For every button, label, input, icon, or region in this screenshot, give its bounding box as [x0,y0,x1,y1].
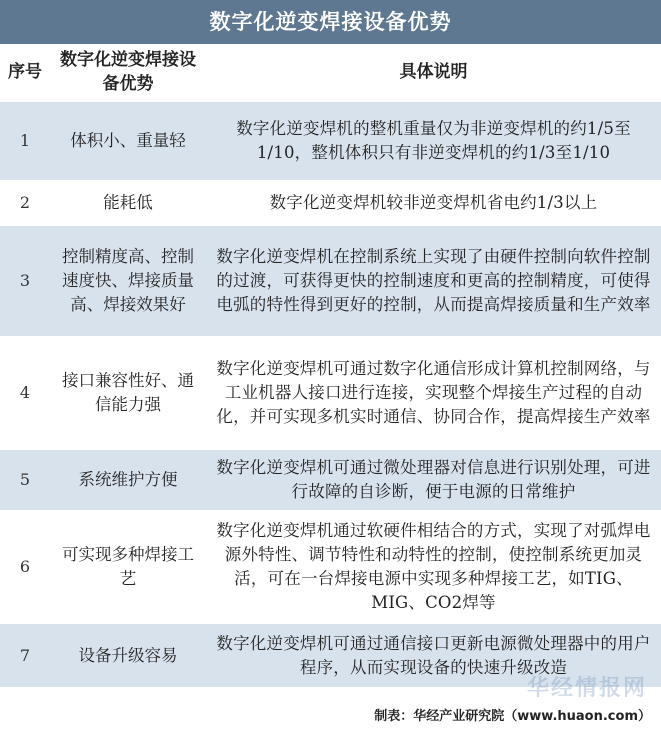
advantages-table [0,44,661,687]
source-note: 制表：华经产业研究院（www.huaon.com） [374,709,651,724]
row-description: 数字化逆变焊机在控制系统上实现了由硬件控制向软件控制的过渡，可获得更快的控制速度和更高的控制精度，可使得电弧的特性得到更好的控制，从而提高焊接质量和生产效率 [206,225,661,337]
row-advantage: 控制精度高、控制速度快、焊接质量高、焊接效果好 [50,225,206,337]
row-advantage: 接口兼容性好、通信能力强 [50,337,206,449]
table-row [0,225,661,337]
header-row [0,44,661,101]
row-advantage: 体积小、重量轻 [50,101,206,181]
row-description: 数字化逆变焊机可通过数字化通信形成计算机控制网络，与工业机器人接口进行连接，实现整个焊接生产过程的自动化，并可实现多机实时通信、协同合作，提高焊接生产效率 [206,337,661,449]
row-advantage: 能耗低 [50,181,206,225]
watermark: 华经情报网 [526,676,647,701]
table-row [0,511,661,623]
row-description: 数字化逆变焊机较非逆变焊机省电约1/3以上 [206,181,661,225]
table-title: 数字化逆变焊接设备优势 [0,0,661,44]
row-no: 7 [0,623,50,687]
header-no: 序号 [0,44,50,101]
row-no: 5 [0,449,50,511]
row-no: 4 [0,337,50,449]
row-advantage: 系统维护方便 [50,449,206,511]
row-no: 2 [0,181,50,225]
row-advantage: 设备升级容易 [50,623,206,687]
table-row [0,101,661,181]
row-description: 数字化逆变焊机可通过通信接口更新电源微处理器中的用户程序，从而实现设备的快速升级改造 [206,623,661,687]
table-row [0,449,661,511]
header-advantage: 数字化逆变焊接设备优势 [50,44,206,101]
row-description: 数字化逆变焊机可通过微处理器对信息进行识别处理，可进行故障的自诊断，便于电源的日常维护 [206,449,661,511]
row-no: 1 [0,101,50,181]
table-row [0,337,661,449]
row-description: 数字化逆变焊机通过软硬件相结合的方式，实现了对弧焊电源外特性、调节特性和动特性的控制，使控制系统更加灵活，可在一台焊接电源中实现多种焊接工艺，如TIG、MIG、CO2焊等 [206,511,661,623]
table-row [0,181,661,225]
row-description: 数字化逆变焊机的整机重量仅为非逆变焊机的约1/5至1/10，整机体积只有非逆变焊机的约1/3至1/10 [206,101,661,181]
row-no: 3 [0,225,50,337]
row-advantage: 可实现多种焊接工艺 [50,511,206,623]
row-no: 6 [0,511,50,623]
header-description: 具体说明 [206,44,661,101]
